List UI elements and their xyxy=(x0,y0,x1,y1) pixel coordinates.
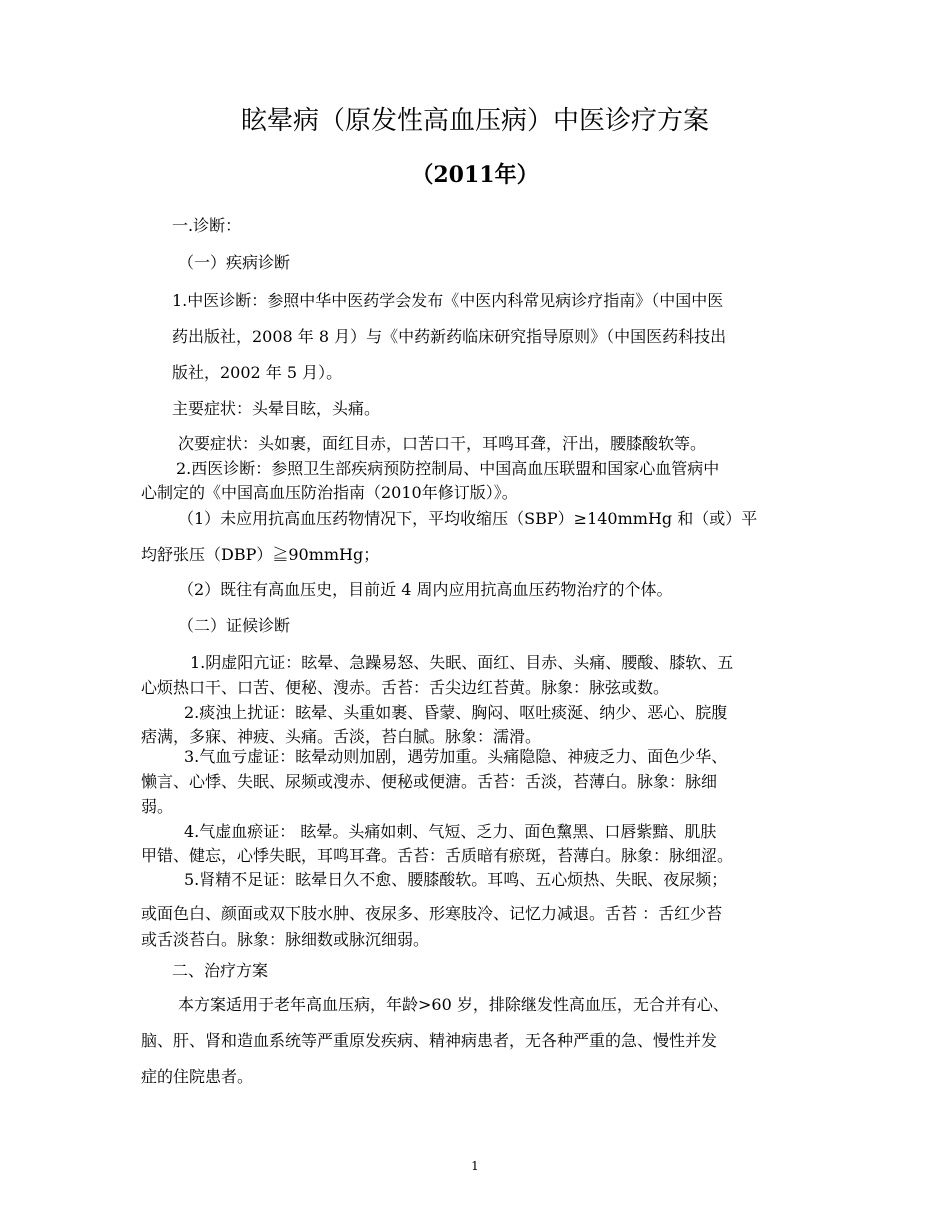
paragraph-line: 症的住院患者。 xyxy=(141,1067,254,1086)
paragraph-line: 心烦热口干、口苦、便秘、溲赤。舌苔：舌尖边红苔黄。脉象：脉弦或数。 xyxy=(141,678,670,697)
paragraph-line: 版社，2002 年 5 月）。 xyxy=(172,363,343,382)
paragraph-line: 药出版社，2008 年 8 月）与《中药新药临床研究指导原则》（中国医药科技出 xyxy=(172,327,727,346)
paragraph-line: 4.气虚血瘀证： 眩晕。头痛如刺、气短、乏力、面色黧黑、口唇紫黯、肌肤 xyxy=(184,822,717,841)
paragraph-line: 2.西医诊断：参照卫生部疾病预防控制局、中国高血压联盟和国家心血管病中 xyxy=(176,459,720,478)
paragraph-line: 1.阴虚阳亢证：眩晕、急躁易怒、失眠、面红、目赤、头痛、腰酸、膝软、五 xyxy=(190,653,734,672)
paragraph-line: 1.中医诊断：参照中华中医药学会发布《中医内科常见病诊疗指南》（中国中医 xyxy=(172,291,724,310)
section-heading-diagnosis: 一.诊断： xyxy=(172,216,242,235)
paragraph-line: 或舌淡苔白。脉象：脉细数或脉沉细弱。 xyxy=(141,930,430,949)
section-heading-treatment: 二、治疗方案 xyxy=(172,961,269,980)
paragraph-line: 主要症状：头晕目眩，头痛。 xyxy=(172,399,381,418)
page-number: 1 xyxy=(471,1159,479,1173)
paragraph-line: 或面色白、颜面或双下肢水肿、夜尿多、形寒肢冷、记忆力减退。舌苔 ：舌红少苔 xyxy=(141,904,723,923)
paragraph-line: 5.肾精不足证：眩晕日久不愈、腰膝酸软。耳鸣、五心烦热、失眠、夜尿频； xyxy=(184,870,728,889)
paragraph-line: 甲错、健忘，心悸失眠，耳鸣耳聋。舌苔：舌质暗有瘀斑，苔薄白。脉象：脉细涩。 xyxy=(141,846,734,865)
paragraph-line: 懒言、心悸、失眠、尿频或溲赤、便秘或便溏。舌苔：舌淡，苔薄白。脉象：脉细 xyxy=(141,772,718,791)
paragraph-line: 脑、肝、肾和造血系统等严重原发疾病、精神病患者，无各种严重的急、慢性并发 xyxy=(141,1031,718,1050)
paragraph-line: 均舒张压（DBP）≧90mmHg； xyxy=(141,545,380,564)
document-title: 眩晕病（原发性高血压病）中医诊疗方案 xyxy=(240,106,709,136)
paragraph-line: 心制定的《中国高血压防治指南（2010年修订版）》。 xyxy=(141,483,518,502)
paragraph-line: 3.气血亏虚证：眩晕动则加剧，遇劳加重。头痛隐隐、神疲乏力、面色少华、 xyxy=(184,747,728,766)
subsection-heading-disease-diagnosis: （一）疾病诊断 xyxy=(178,253,291,272)
paragraph-line: 2.痰浊上扰证：眩晕、头重如裹、昏蒙、胸闷、呕吐痰涎、纳少、恶心、脘腹 xyxy=(184,703,728,722)
paragraph-line: （1）未应用抗高血压药物情况下，平均收缩压（SBP）≥140mmHg 和（或）平 xyxy=(178,509,758,528)
paragraph-line: 痞满，多寐、神疲、头痛。舌淡，苔白腻。脉象：濡滑。 xyxy=(141,727,542,746)
document-subtitle: （2011年） xyxy=(411,162,539,188)
paragraph-line: （2）既往有高血压史，目前近 4 周内应用抗高血压药物治疗的个体。 xyxy=(178,580,673,599)
subsection-heading-syndrome-diagnosis: （二）证候诊断 xyxy=(178,616,291,635)
paragraph-line: 次要症状：头如裹，面红目赤，口苦口干，耳鸣耳聋，汗出，腰膝酸软等。 xyxy=(178,434,707,453)
paragraph-line: 本方案适用于老年高血压病，年龄>60 岁，排除继发性高血压，无合并有心、 xyxy=(178,995,729,1014)
paragraph-line: 弱。 xyxy=(141,797,174,816)
